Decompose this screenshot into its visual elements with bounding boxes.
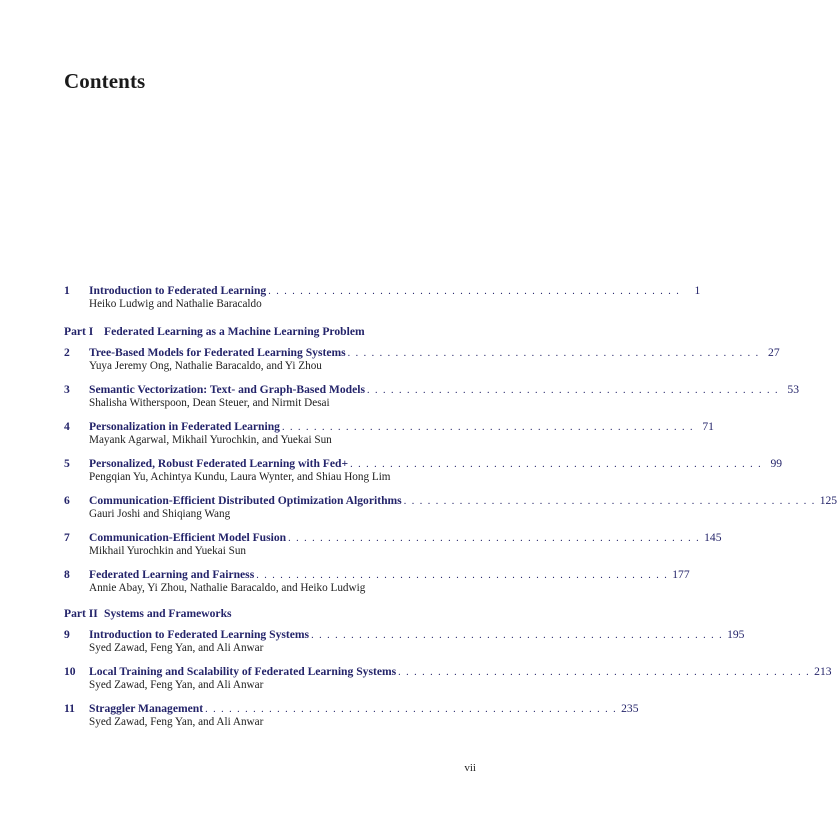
chapter-authors: Yuya Jeremy Ong, Nathalie Baracaldo, and Yi Zhou [89,360,322,372]
chapter-number: 9 [64,628,70,641]
page-heading: Contents [64,69,146,93]
chapter-page[interactable]: 213 [814,665,832,678]
chapter-number: 1 [64,284,70,297]
chapter-number: 11 [64,702,75,715]
part-number: Part I [64,325,94,338]
chapter-number: 4 [64,420,70,433]
chapter-page[interactable]: 53 [787,383,799,396]
chapter-title[interactable]: Semantic Vectorization: Text- and Graph-Based Models [89,383,365,396]
chapter-page[interactable]: 125 [819,494,837,507]
toc-entry[interactable] [64,665,832,698]
chapter-authors: Mayank Agarwal, Mikhail Yurochkin, and Yuekai Sun [89,434,332,446]
chapter-title[interactable]: Straggler Management [89,702,204,715]
chapter-authors: Annie Abay, Yi Zhou, Nathalie Baracaldo, and Heiko Ludwig [89,582,366,594]
leader-dots: . . . . . . . . . . . . . . . . . . . . . . . . . . . . . . . . . . . . . . . . . . . . . . . . . . . . [350,459,763,470]
chapter-authors: Mikhail Yurochkin and Yuekai Sun [89,545,247,557]
chapter-title[interactable]: Tree-Based Models for Federated Learning Systems [89,346,346,359]
leader-dots: . . . . . . . . . . . . . . . . . . . . . . . . . . . . . . . . . . . . . . . . . . . . . . . . . . . . [311,630,724,641]
part-title: Federated Learning as a Machine Learning Problem [104,325,365,338]
leader-dots: . . . . . . . . . . . . . . . . . . . . . . . . . . . . . . . . . . . . . . . . . . . . . . . . . . . . [268,286,681,297]
chapter-page[interactable]: 71 [702,420,714,433]
chapter-number: 7 [64,531,70,544]
chapter-authors: Syed Zawad, Feng Yan, and Ali Anwar [89,679,264,691]
leader-dots: . . . . . . . . . . . . . . . . . . . . . . . . . . . . . . . . . . . . . . . . . . . . . . . . . . . . [347,348,760,359]
chapter-number: 10 [64,665,76,678]
chapter-title[interactable]: Personalized, Robust Federated Learning with Fed+ [89,457,349,470]
chapter-title[interactable]: Communication-Efficient Model Fusion [89,531,287,544]
chapter-title[interactable]: Local Training and Scalability of Federated Learning Systems [89,665,397,678]
leader-dots: . . . . . . . . . . . . . . . . . . . . . . . . . . . . . . . . . . . . . . . . . . . . . . . . . . . . [288,533,701,544]
part-heading [64,607,476,620]
leader-dots: . . . . . . . . . . . . . . . . . . . . . . . . . . . . . . . . . . . . . . . . . . . . . . . . . . . . [403,496,816,507]
chapter-page[interactable]: 99 [770,457,783,470]
chapter-title[interactable]: Personalization in Federated Learning [89,420,280,433]
toc-entry[interactable] [64,531,722,564]
chapter-number: 6 [64,494,70,507]
leader-dots: . . . . . . . . . . . . . . . . . . . . . . . . . . . . . . . . . . . . . . . . . . . . . . . . . . . . [398,667,811,678]
toc-entry[interactable] [64,284,701,317]
toc-entry[interactable] [64,494,837,527]
toc-entry[interactable] [64,457,783,490]
toc-entry[interactable] [64,628,745,661]
part-title: Systems and Frameworks [104,607,232,620]
leader-dots: . . . . . . . . . . . . . . . . . . . . . . . . . . . . . . . . . . . . . . . . . . . . . . . . . . . . [205,704,618,715]
toc-entry[interactable] [64,568,690,601]
toc-entry[interactable] [64,702,639,735]
chapter-page[interactable]: 195 [727,628,745,641]
page-number: vii [464,762,476,774]
chapter-number: 8 [64,568,70,581]
chapter-authors: Syed Zawad, Feng Yan, and Ali Anwar [89,642,264,654]
leader-dots: . . . . . . . . . . . . . . . . . . . . . . . . . . . . . . . . . . . . . . . . . . . . . . . . . . . . [281,422,694,433]
toc-entry[interactable] [64,383,799,416]
chapter-title[interactable]: Introduction to Federated Learning Systems [89,628,310,641]
leader-dots: . . . . . . . . . . . . . . . . . . . . . . . . . . . . . . . . . . . . . . . . . . . . . . . . . . . . [367,385,779,396]
chapter-authors: Shalisha Witherspoon, Dean Steuer, and Nirmit Desai [89,397,330,409]
chapter-number: 2 [64,346,70,359]
chapter-title[interactable]: Federated Learning and Fairness [89,568,255,581]
leader-dots: . . . . . . . . . . . . . . . . . . . . . . . . . . . . . . . . . . . . . . . . . . . . . . . . . . . . [256,570,669,581]
chapter-page[interactable]: 27 [768,346,780,359]
chapter-authors: Heiko Ludwig and Nathalie Baracaldo [89,298,262,310]
part-heading [64,325,476,338]
chapter-authors: Gauri Joshi and Shiqiang Wang [89,508,231,520]
chapter-number: 3 [64,383,70,396]
table-of-contents [64,284,837,735]
chapter-title[interactable]: Introduction to Federated Learning [89,284,267,297]
chapter-page[interactable]: 177 [672,568,690,581]
chapter-page[interactable]: 1 [694,284,701,297]
toc-entry[interactable] [64,420,714,453]
chapter-page[interactable]: 145 [704,531,722,544]
chapter-authors: Pengqian Yu, Achintya Kundu, Laura Wynter, and Shiau Hong Lim [89,471,391,483]
chapter-authors: Syed Zawad, Feng Yan, and Ali Anwar [89,716,264,728]
toc-entry[interactable] [64,346,780,379]
part-number: Part II [64,607,98,620]
chapter-number: 5 [64,457,70,470]
chapter-page[interactable]: 235 [621,702,639,715]
chapter-title[interactable]: Communication-Efficient Distributed Optimization Algorithms [89,494,402,507]
